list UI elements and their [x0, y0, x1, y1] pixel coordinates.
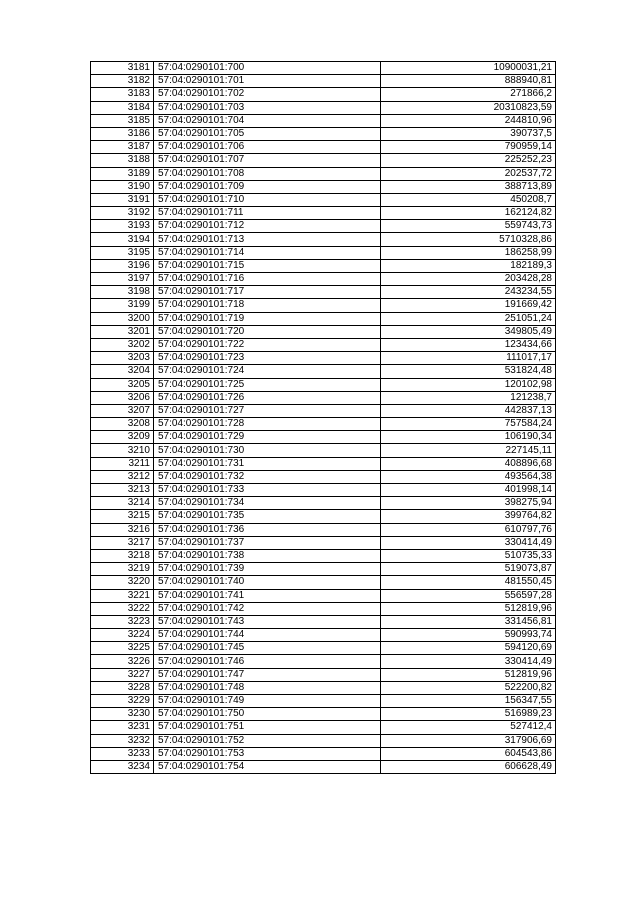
table-row — [91, 273, 556, 286]
table-row — [91, 497, 556, 510]
row-number-cell: 3227 — [91, 668, 154, 681]
table-row — [91, 510, 556, 523]
cadastral-value-cell: 123434,66 — [381, 338, 556, 351]
cadastral-value-cell: 271866,2 — [381, 88, 556, 101]
table-row — [91, 62, 556, 75]
cadastral-number-cell: 57:04:0290101:737 — [154, 536, 381, 549]
cadastral-number-cell: 57:04:0290101:700 — [154, 62, 381, 75]
cadastral-value-cell: 317906,69 — [381, 734, 556, 747]
cadastral-value-cell: 522200,82 — [381, 681, 556, 694]
cadastral-value-cell: 227145,11 — [381, 444, 556, 457]
table-row — [91, 457, 556, 470]
cadastral-number-cell: 57:04:0290101:714 — [154, 246, 381, 259]
row-number-cell: 3194 — [91, 233, 154, 246]
cadastral-value-cell: 790959,14 — [381, 141, 556, 154]
table-row — [91, 207, 556, 220]
cadastral-value-cell: 191669,42 — [381, 299, 556, 312]
cadastral-number-cell: 57:04:0290101:741 — [154, 589, 381, 602]
cadastral-number-cell: 57:04:0290101:717 — [154, 286, 381, 299]
cadastral-value-cell: 225252,23 — [381, 154, 556, 167]
table-row — [91, 365, 556, 378]
cadastral-number-cell: 57:04:0290101:729 — [154, 431, 381, 444]
cadastral-value-cell: 604543,86 — [381, 747, 556, 760]
table-row — [91, 708, 556, 721]
row-number-cell: 3192 — [91, 207, 154, 220]
row-number-cell: 3221 — [91, 589, 154, 602]
cadastral-value-cell: 330414,49 — [381, 655, 556, 668]
row-number-cell: 3196 — [91, 259, 154, 272]
row-number-cell: 3226 — [91, 655, 154, 668]
cadastral-number-cell: 57:04:0290101:742 — [154, 602, 381, 615]
table-row — [91, 127, 556, 140]
cadastral-number-cell: 57:04:0290101:715 — [154, 259, 381, 272]
row-number-cell: 3211 — [91, 457, 154, 470]
cadastral-value-cell: 594120,69 — [381, 642, 556, 655]
table-row — [91, 602, 556, 615]
cadastral-value-cell: 243234,55 — [381, 286, 556, 299]
row-number-cell: 3181 — [91, 62, 154, 75]
cadastral-value-cell: 527412,4 — [381, 721, 556, 734]
table-row — [91, 193, 556, 206]
row-number-cell: 3210 — [91, 444, 154, 457]
cadastral-number-cell: 57:04:0290101:720 — [154, 325, 381, 338]
row-number-cell: 3205 — [91, 378, 154, 391]
cadastral-value-cell: 330414,49 — [381, 536, 556, 549]
cadastral-number-cell: 57:04:0290101:708 — [154, 167, 381, 180]
row-number-cell: 3190 — [91, 180, 154, 193]
cadastral-value-cell: 590993,74 — [381, 629, 556, 642]
cadastral-number-cell: 57:04:0290101:738 — [154, 549, 381, 562]
row-number-cell: 3197 — [91, 273, 154, 286]
cadastral-number-cell: 57:04:0290101:730 — [154, 444, 381, 457]
row-number-cell: 3229 — [91, 695, 154, 708]
row-number-cell: 3218 — [91, 549, 154, 562]
cadastral-number-cell: 57:04:0290101:731 — [154, 457, 381, 470]
row-number-cell: 3223 — [91, 615, 154, 628]
cadastral-value-cell: 493564,38 — [381, 470, 556, 483]
table-row — [91, 760, 556, 773]
cadastral-value-cell: 450208,7 — [381, 193, 556, 206]
row-number-cell: 3215 — [91, 510, 154, 523]
row-number-cell: 3195 — [91, 246, 154, 259]
row-number-cell: 3220 — [91, 576, 154, 589]
row-number-cell: 3213 — [91, 484, 154, 497]
cadastral-number-cell: 57:04:0290101:748 — [154, 681, 381, 694]
cadastral-number-cell: 57:04:0290101:712 — [154, 220, 381, 233]
cadastral-number-cell: 57:04:0290101:701 — [154, 75, 381, 88]
cadastral-value-cell: 20310823,59 — [381, 101, 556, 114]
table-row — [91, 246, 556, 259]
row-number-cell: 3193 — [91, 220, 154, 233]
row-number-cell: 3185 — [91, 114, 154, 127]
cadastral-number-cell: 57:04:0290101:744 — [154, 629, 381, 642]
row-number-cell: 3203 — [91, 352, 154, 365]
table-row — [91, 338, 556, 351]
cadastral-number-cell: 57:04:0290101:726 — [154, 391, 381, 404]
cadastral-number-cell: 57:04:0290101:749 — [154, 695, 381, 708]
table-row — [91, 681, 556, 694]
cadastral-value-cell: 510735,33 — [381, 549, 556, 562]
row-number-cell: 3214 — [91, 497, 154, 510]
row-number-cell: 3183 — [91, 88, 154, 101]
cadastral-value-cell: 331456,81 — [381, 615, 556, 628]
table-row — [91, 286, 556, 299]
cadastral-value-cell: 401998,14 — [381, 484, 556, 497]
cadastral-number-cell: 57:04:0290101:710 — [154, 193, 381, 206]
row-number-cell: 3207 — [91, 404, 154, 417]
row-number-cell: 3184 — [91, 101, 154, 114]
cadastral-number-cell: 57:04:0290101:732 — [154, 470, 381, 483]
cadastral-number-cell: 57:04:0290101:733 — [154, 484, 381, 497]
cadastral-number-cell: 57:04:0290101:722 — [154, 338, 381, 351]
cadastral-number-cell: 57:04:0290101:709 — [154, 180, 381, 193]
table-row — [91, 114, 556, 127]
table-row — [91, 141, 556, 154]
cadastral-value-cell: 888940,81 — [381, 75, 556, 88]
row-number-cell: 3201 — [91, 325, 154, 338]
table-row — [91, 695, 556, 708]
cadastral-value-cell: 5710328,86 — [381, 233, 556, 246]
row-number-cell: 3187 — [91, 141, 154, 154]
cadastral-number-cell: 57:04:0290101:702 — [154, 88, 381, 101]
cadastral-value-cell: 186258,99 — [381, 246, 556, 259]
table-row — [91, 431, 556, 444]
cadastral-value-table — [90, 61, 556, 774]
cadastral-value-cell: 512819,96 — [381, 668, 556, 681]
row-number-cell: 3209 — [91, 431, 154, 444]
cadastral-value-cell: 111017,17 — [381, 352, 556, 365]
cadastral-number-cell: 57:04:0290101:716 — [154, 273, 381, 286]
cadastral-value-cell: 516989,23 — [381, 708, 556, 721]
cadastral-value-cell: 390737,5 — [381, 127, 556, 140]
cadastral-number-cell: 57:04:0290101:705 — [154, 127, 381, 140]
cadastral-value-cell: 399764,82 — [381, 510, 556, 523]
cadastral-number-cell: 57:04:0290101:725 — [154, 378, 381, 391]
table-row — [91, 88, 556, 101]
cadastral-number-cell: 57:04:0290101:734 — [154, 497, 381, 510]
cadastral-value-cell: 442837,13 — [381, 404, 556, 417]
table-row — [91, 484, 556, 497]
cadastral-value-cell: 398275,94 — [381, 497, 556, 510]
row-number-cell: 3200 — [91, 312, 154, 325]
cadastral-number-cell: 57:04:0290101:753 — [154, 747, 381, 760]
cadastral-number-cell: 57:04:0290101:745 — [154, 642, 381, 655]
cadastral-number-cell: 57:04:0290101:735 — [154, 510, 381, 523]
cadastral-value-cell: 408896,68 — [381, 457, 556, 470]
row-number-cell: 3182 — [91, 75, 154, 88]
table-body — [91, 62, 556, 774]
cadastral-number-cell: 57:04:0290101:739 — [154, 563, 381, 576]
cadastral-value-cell: 519073,87 — [381, 563, 556, 576]
table-row — [91, 233, 556, 246]
table-row — [91, 589, 556, 602]
cadastral-number-cell: 57:04:0290101:751 — [154, 721, 381, 734]
table-row — [91, 615, 556, 628]
cadastral-value-cell: 556597,28 — [381, 589, 556, 602]
cadastral-value-cell: 251051,24 — [381, 312, 556, 325]
table-row — [91, 378, 556, 391]
cadastral-value-cell: 10900031,21 — [381, 62, 556, 75]
cadastral-number-cell: 57:04:0290101:713 — [154, 233, 381, 246]
cadastral-value-cell: 610797,76 — [381, 523, 556, 536]
cadastral-value-cell: 559743,73 — [381, 220, 556, 233]
cadastral-value-cell: 156347,55 — [381, 695, 556, 708]
cadastral-number-cell: 57:04:0290101:740 — [154, 576, 381, 589]
cadastral-value-cell: 120102,98 — [381, 378, 556, 391]
cadastral-number-cell: 57:04:0290101:747 — [154, 668, 381, 681]
table-row — [91, 299, 556, 312]
cadastral-number-cell: 57:04:0290101:728 — [154, 418, 381, 431]
cadastral-value-cell: 121238,7 — [381, 391, 556, 404]
document-table-container — [90, 61, 555, 774]
row-number-cell: 3228 — [91, 681, 154, 694]
cadastral-number-cell: 57:04:0290101:736 — [154, 523, 381, 536]
table-row — [91, 536, 556, 549]
table-row — [91, 312, 556, 325]
table-row — [91, 404, 556, 417]
cadastral-value-cell: 106190,34 — [381, 431, 556, 444]
row-number-cell: 3233 — [91, 747, 154, 760]
table-row — [91, 470, 556, 483]
cadastral-value-cell: 182189,3 — [381, 259, 556, 272]
row-number-cell: 3208 — [91, 418, 154, 431]
cadastral-number-cell: 57:04:0290101:754 — [154, 760, 381, 773]
cadastral-value-cell: 606628,49 — [381, 760, 556, 773]
cadastral-value-cell: 202537,72 — [381, 167, 556, 180]
row-number-cell: 3199 — [91, 299, 154, 312]
table-row — [91, 734, 556, 747]
cadastral-number-cell: 57:04:0290101:743 — [154, 615, 381, 628]
row-number-cell: 3230 — [91, 708, 154, 721]
table-row — [91, 167, 556, 180]
cadastral-number-cell: 57:04:0290101:704 — [154, 114, 381, 127]
row-number-cell: 3219 — [91, 563, 154, 576]
cadastral-number-cell: 57:04:0290101:706 — [154, 141, 381, 154]
row-number-cell: 3191 — [91, 193, 154, 206]
table-row — [91, 576, 556, 589]
cadastral-number-cell: 57:04:0290101:727 — [154, 404, 381, 417]
cadastral-value-cell: 162124,82 — [381, 207, 556, 220]
cadastral-value-cell: 481550,45 — [381, 576, 556, 589]
row-number-cell: 3204 — [91, 365, 154, 378]
row-number-cell: 3225 — [91, 642, 154, 655]
cadastral-number-cell: 57:04:0290101:723 — [154, 352, 381, 365]
table-row — [91, 154, 556, 167]
cadastral-number-cell: 57:04:0290101:703 — [154, 101, 381, 114]
cadastral-value-cell: 203428,28 — [381, 273, 556, 286]
table-row — [91, 75, 556, 88]
table-row — [91, 549, 556, 562]
table-row — [91, 418, 556, 431]
cadastral-number-cell: 57:04:0290101:750 — [154, 708, 381, 721]
row-number-cell: 3234 — [91, 760, 154, 773]
row-number-cell: 3212 — [91, 470, 154, 483]
table-row — [91, 629, 556, 642]
table-row — [91, 747, 556, 760]
cadastral-value-cell: 244810,96 — [381, 114, 556, 127]
row-number-cell: 3224 — [91, 629, 154, 642]
table-row — [91, 180, 556, 193]
cadastral-number-cell: 57:04:0290101:746 — [154, 655, 381, 668]
table-row — [91, 352, 556, 365]
table-row — [91, 325, 556, 338]
cadastral-number-cell: 57:04:0290101:724 — [154, 365, 381, 378]
table-row — [91, 101, 556, 114]
row-number-cell: 3202 — [91, 338, 154, 351]
row-number-cell: 3216 — [91, 523, 154, 536]
row-number-cell: 3186 — [91, 127, 154, 140]
cadastral-value-cell: 512819,96 — [381, 602, 556, 615]
row-number-cell: 3189 — [91, 167, 154, 180]
cadastral-number-cell: 57:04:0290101:711 — [154, 207, 381, 220]
table-row — [91, 655, 556, 668]
row-number-cell: 3198 — [91, 286, 154, 299]
cadastral-value-cell: 757584,24 — [381, 418, 556, 431]
table-row — [91, 523, 556, 536]
row-number-cell: 3217 — [91, 536, 154, 549]
table-row — [91, 563, 556, 576]
cadastral-number-cell: 57:04:0290101:719 — [154, 312, 381, 325]
cadastral-number-cell: 57:04:0290101:752 — [154, 734, 381, 747]
cadastral-value-cell: 349805,49 — [381, 325, 556, 338]
row-number-cell: 3222 — [91, 602, 154, 615]
cadastral-number-cell: 57:04:0290101:707 — [154, 154, 381, 167]
row-number-cell: 3206 — [91, 391, 154, 404]
table-row — [91, 668, 556, 681]
table-row — [91, 642, 556, 655]
cadastral-number-cell: 57:04:0290101:718 — [154, 299, 381, 312]
cadastral-value-cell: 531824,48 — [381, 365, 556, 378]
cadastral-value-cell: 388713,89 — [381, 180, 556, 193]
row-number-cell: 3232 — [91, 734, 154, 747]
table-row — [91, 721, 556, 734]
table-row — [91, 391, 556, 404]
table-row — [91, 259, 556, 272]
table-row — [91, 220, 556, 233]
row-number-cell: 3231 — [91, 721, 154, 734]
row-number-cell: 3188 — [91, 154, 154, 167]
table-row — [91, 444, 556, 457]
